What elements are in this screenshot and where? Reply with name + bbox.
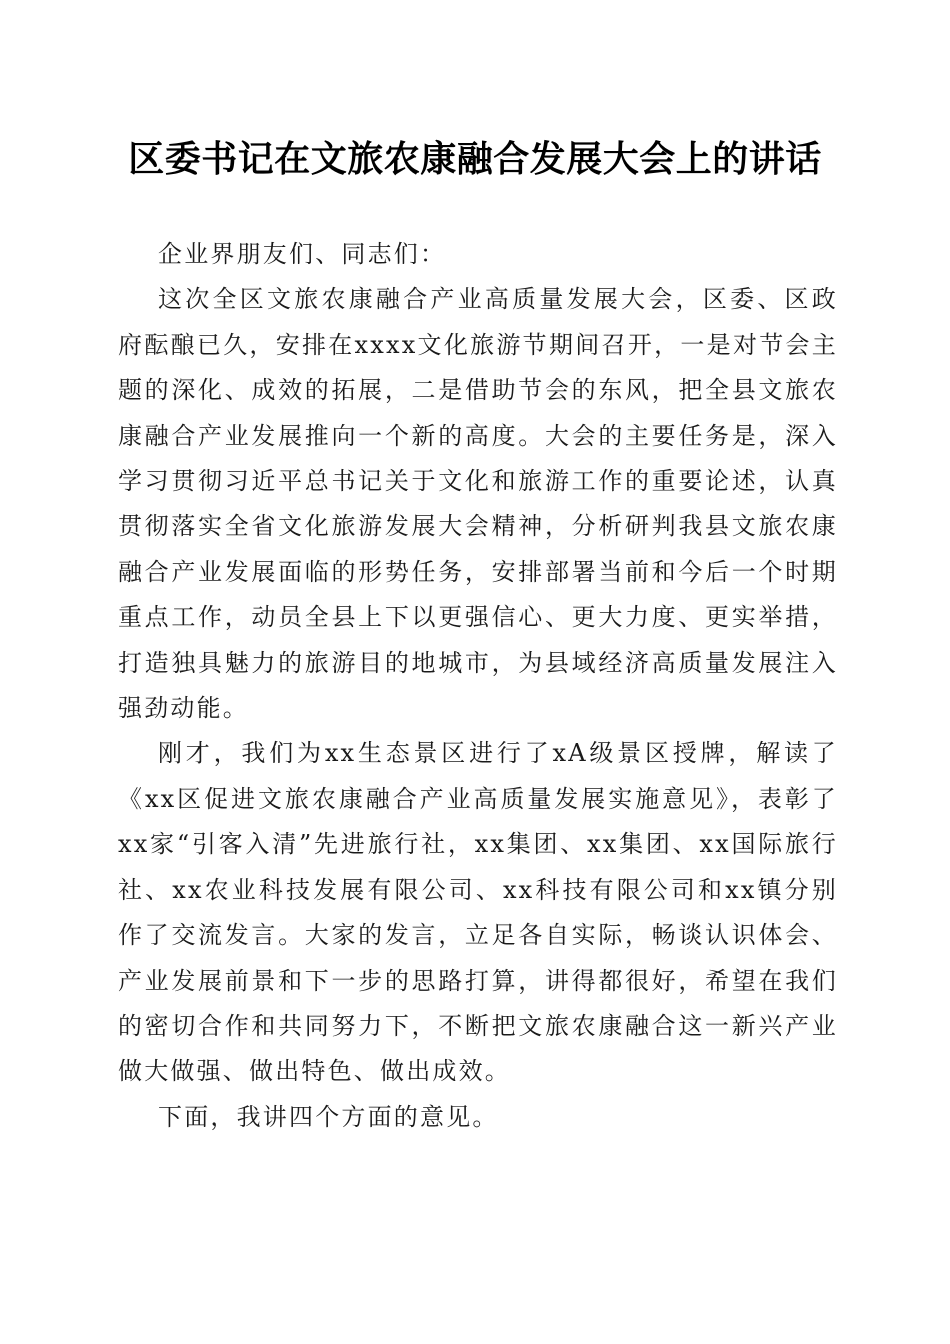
paragraph-transition: 下面，我讲四个方面的意见。 — [158, 1102, 499, 1131]
paragraph-salutation: 企业界朋友们、同志们： — [158, 240, 447, 268]
speech-body — [118, 232, 838, 1140]
page-title: 区委书记在文旅农康融合发展大会上的讲话 — [128, 138, 822, 180]
paragraph-meeting-purpose: 这次全区文旅农康融合产业高质量发展大会，区委、区政府酝酿已久，安排在xxxx文化旅游节期间召开，一是对节会主题的深化、成效的拓展，二是借助节会的东风，把全县文旅农康融合产业发展推向一个新的高度。大会的主要任务是，深入学习贯彻习近平总书记关于文化和旅游工作的重要论述，认真贯彻落实全省文化旅游发展大会精神，分析研判我县文旅农康融合产业发展面临的形势任务，安排部署当前和今后一个时期重点工作，动员全县上下以更强信心、更大力度、更实举措，打造独具魅力的旅游目的地城市，为县域经济高质量发展注入强劲动能。 — [118, 285, 838, 723]
paragraph-review: 刚才，我们为xx生态景区进行了xA级景区授牌，解读了《xx区促进文旅农康融合产业高质量发展实施意见》，表彰了xx家“引客入清”先进旅行社，xx集团、xx集团、xx国际旅行社、xx农业科技发展有限公司、xx科技有限公司和xx镇分别作了交流发言。大家的发言，立足各自实际，畅谈认识体会、产业发展前景和下一步的思路打算，讲得都很好，希望在我们的密切合作和共同努力下，不断把文旅农康融合这一新兴产业做大做强、做出特色、做出成效。 — [118, 739, 838, 1086]
